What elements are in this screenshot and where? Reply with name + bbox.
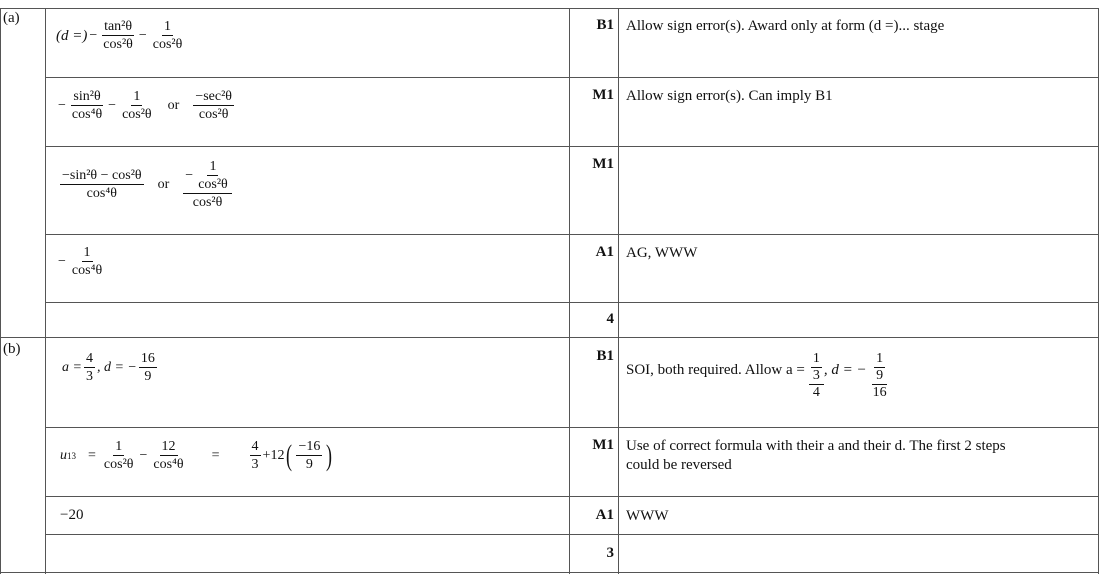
mark-code: M1 xyxy=(592,87,614,103)
fraction: $\frac{1}{\text{cos²θ}}$ xyxy=(103,439,134,472)
guidance-text xyxy=(626,437,1006,475)
row-divider xyxy=(45,234,1099,235)
fraction: $\frac{\text{−sec²θ}}{\text{cos²θ}}$ xyxy=(195,89,232,122)
compound-fraction: $\frac{\frac{1}{9}}{16}$ xyxy=(872,351,887,400)
part-label: (b) xyxy=(3,341,21,357)
part-label: (a) xyxy=(3,10,20,26)
fraction: $\frac{\text{sin²θ}}{\text{cos⁴θ}}$ xyxy=(71,89,103,122)
total-marks: 4 xyxy=(606,311,614,327)
working-step: u 13 = $\frac{1}{\text{cos²θ}}$ − $\frac{12}{\text{cos⁴θ}}$ = $\frac{4}{3}$ +12 ( $\frac{-16}{9}$ ) xyxy=(60,439,333,472)
working-step: − $\frac{\text{sin²θ}}{\text{cos⁴θ}}$ − $\frac{1}{\text{cos²θ}}$ or $\frac{\text{−sec²θ}}{\text{cos²θ}}$ xyxy=(58,89,232,122)
guidance-text: Allow sign error(s). Award only at form (d =)... stage xyxy=(626,18,945,34)
mark-code: A1 xyxy=(595,507,614,523)
fraction: $\frac{1}{\text{cos²θ}}$ xyxy=(122,89,152,122)
column-divider xyxy=(45,8,46,574)
total-marks: 3 xyxy=(606,545,614,561)
fraction: $\frac{16}{9}$ xyxy=(140,351,155,384)
guidance-text: Allow sign error(s). Can imply B1 xyxy=(626,88,833,104)
row-divider xyxy=(45,496,1099,497)
working-step: − $\frac{1}{\text{cos⁴θ}}$ xyxy=(58,245,103,278)
guidance-text: SOI, both required. Allow a = $\frac{\frac{1}{3}}{4}$ , d = − $\frac{\frac{1}{9}}{16}$ xyxy=(626,351,887,400)
mark-code: A1 xyxy=(595,244,614,260)
equals-sign: = xyxy=(211,448,220,463)
fraction: $\frac{4}{3}$ xyxy=(251,439,259,472)
mark-code: B1 xyxy=(596,348,614,364)
fraction: $\frac{-16}{9}$ xyxy=(298,439,321,472)
fraction: $\frac{\text{−sin²θ − cos²θ}}{\text{cos⁴θ}}$ xyxy=(62,168,142,201)
table-bottom-border xyxy=(0,572,1099,573)
fraction: $\frac{1}{\text{cos⁴θ}}$ xyxy=(71,245,103,278)
guidance-line: Use of correct formula with their a and their d. The first 2 steps xyxy=(626,438,1006,454)
fraction: $\frac{4}{3}$ xyxy=(85,351,93,384)
row-divider xyxy=(0,8,1099,9)
compound-fraction: − $\frac{1}{\text{cos²θ}}$ cos²θ xyxy=(183,160,231,210)
or-text: or xyxy=(157,177,170,192)
working-step: −20 xyxy=(60,507,84,523)
a-label: a = xyxy=(62,360,82,375)
fraction: $\frac{1}{\text{cos²θ}}$ xyxy=(152,19,183,52)
mark-code: B1 xyxy=(596,17,614,33)
u-label: u xyxy=(60,448,67,463)
compound-fraction: $\frac{\frac{1}{3}}{4}$ xyxy=(809,352,824,400)
or-text: or xyxy=(167,98,180,113)
column-divider xyxy=(618,8,619,574)
working-step xyxy=(58,160,234,210)
guidance-line: could be reversed xyxy=(626,457,732,473)
row-divider xyxy=(45,77,1099,78)
d-prefix: (d =) xyxy=(56,28,88,44)
working-step: (d =) − $\frac{\text{tan²θ}}{\text{cos²θ}}$ − $\frac{1}{\text{cos²θ}}$ xyxy=(56,19,183,52)
equals-sign: = xyxy=(88,448,96,463)
plus-term: +12 xyxy=(262,448,285,463)
column-divider xyxy=(569,8,570,574)
table-right-border xyxy=(1098,8,1099,574)
working-step xyxy=(62,352,159,384)
row-divider xyxy=(45,427,1099,428)
guidance-text: AG, WWW xyxy=(626,245,698,261)
row-divider xyxy=(45,302,1099,303)
row-divider xyxy=(45,146,1099,147)
row-divider xyxy=(0,337,1099,338)
guidance-text: WWW xyxy=(626,508,669,524)
fraction: $\frac{12}{\text{cos⁴θ}}$ xyxy=(153,439,184,472)
mark-code: M1 xyxy=(592,156,614,172)
row-divider xyxy=(45,534,1099,535)
mark-code: M1 xyxy=(592,437,614,453)
d-label: , d = − xyxy=(96,360,137,375)
table-left-border xyxy=(0,8,1,574)
fraction: $\frac{\text{tan²θ}}{\text{cos²θ}}$ xyxy=(103,19,133,52)
